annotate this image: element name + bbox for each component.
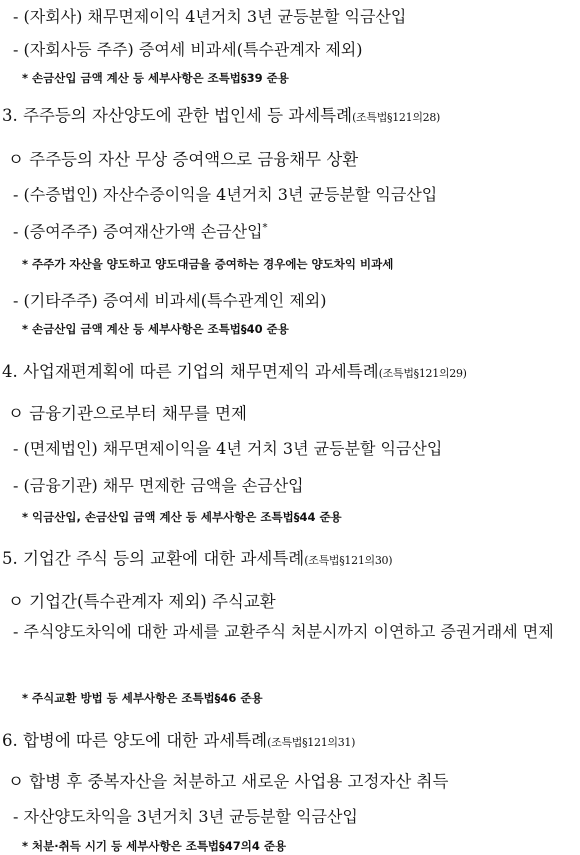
- note-art47-4: * 처분·취득 시기 등 세부사항은 조특법§47의4 준용: [22, 839, 287, 853]
- bullet-exempted-corporation: - (면제법인) 채무면제이익을 4년 거치 3년 균등분할 익금산입: [13, 439, 443, 458]
- footnote-marker: *: [262, 222, 268, 234]
- bullet-capital-gain-deferral: - 주식양도차익에 대한 과세를 교환주식 처분시까지 이연하고 증권거래세 면제: [13, 622, 554, 641]
- donor-shareholder-text: - (증여주주) 증여재산가액 손금산입: [13, 222, 263, 241]
- section-5-citation: (조특법§121의30): [304, 554, 393, 567]
- bullet-subsidiary-debt-forgiveness: - (자회사) 채무면제이익 4년거치 3년 균등분할 익금산입: [13, 7, 407, 26]
- item-merger-duplicate-assets: ㅇ 합병 후 중복자산을 처분하고 새로운 사업용 고정자산 취득: [8, 772, 449, 791]
- section-4-title: 4. 사업재편계획에 따른 기업의 채무면제익 과세특례: [2, 362, 379, 381]
- note-art44: * 익금산입, 손금산입 금액 계산 등 세부사항은 조특법§44 준용: [22, 510, 342, 524]
- bullet-subsidiary-shareholder-gift-tax: - (자회사등 주주) 증여세 비과세(특수관계자 제외): [13, 40, 363, 59]
- section-4-heading: [2, 358, 580, 382]
- note-art39: * 손금산입 금액 계산 등 세부사항은 조특법§39 준용: [22, 71, 289, 85]
- section-6-citation: (조특법§121의31): [267, 736, 356, 749]
- bullet-donor-shareholder: [13, 219, 580, 242]
- bullet-financial-institution: - (금융기관) 채무 면제한 금액을 손금산입: [13, 476, 304, 495]
- section-4-citation: (조특법§121의29): [378, 367, 467, 380]
- item-debt-forgiven-by-financial-institution: ㅇ 금융기관으로부터 채무를 면제: [8, 404, 247, 423]
- item-inter-company-share-exchange: ㅇ 기업간(특수관계자 제외) 주식교환: [8, 592, 276, 611]
- section-3-citation: (조특법§121의28): [352, 111, 441, 124]
- section-3-title: 3. 주주등의 자산양도에 관한 법인세 등 과세특례: [2, 106, 353, 125]
- section-6-heading: [2, 727, 580, 751]
- section-6-title: 6. 합병에 따른 양도에 대한 과세특례: [2, 731, 268, 750]
- bullet-asset-transfer-gain: - 자산양도차익을 3년거치 3년 균등분할 익금산입: [13, 807, 358, 826]
- note-art40: * 손금산입 금액 계산 등 세부사항은 조특법§40 준용: [22, 322, 289, 336]
- item-asset-gift-debt-repayment: ㅇ 주주등의 자산 무상 증여액으로 금융채무 상환: [8, 150, 359, 169]
- section-5-heading: [2, 545, 580, 569]
- section-3-heading: [2, 102, 580, 126]
- bullet-donee-corporation: - (수증법인) 자산수증이익을 4년거치 3년 균등분할 익금산입: [13, 185, 438, 204]
- bullet-other-shareholders: - (기타주주) 증여세 비과세(특수관계인 제외): [13, 291, 327, 310]
- note-transfer-gain-exempt: * 주주가 자산을 양도하고 양도대금을 증여하는 경우에는 양도차익 비과세: [22, 257, 394, 271]
- note-art46: * 주식교환 방법 등 세부사항은 조특법§46 준용: [22, 691, 263, 705]
- section-5-title: 5. 기업간 주식 등의 교환에 대한 과세특례: [2, 549, 305, 568]
